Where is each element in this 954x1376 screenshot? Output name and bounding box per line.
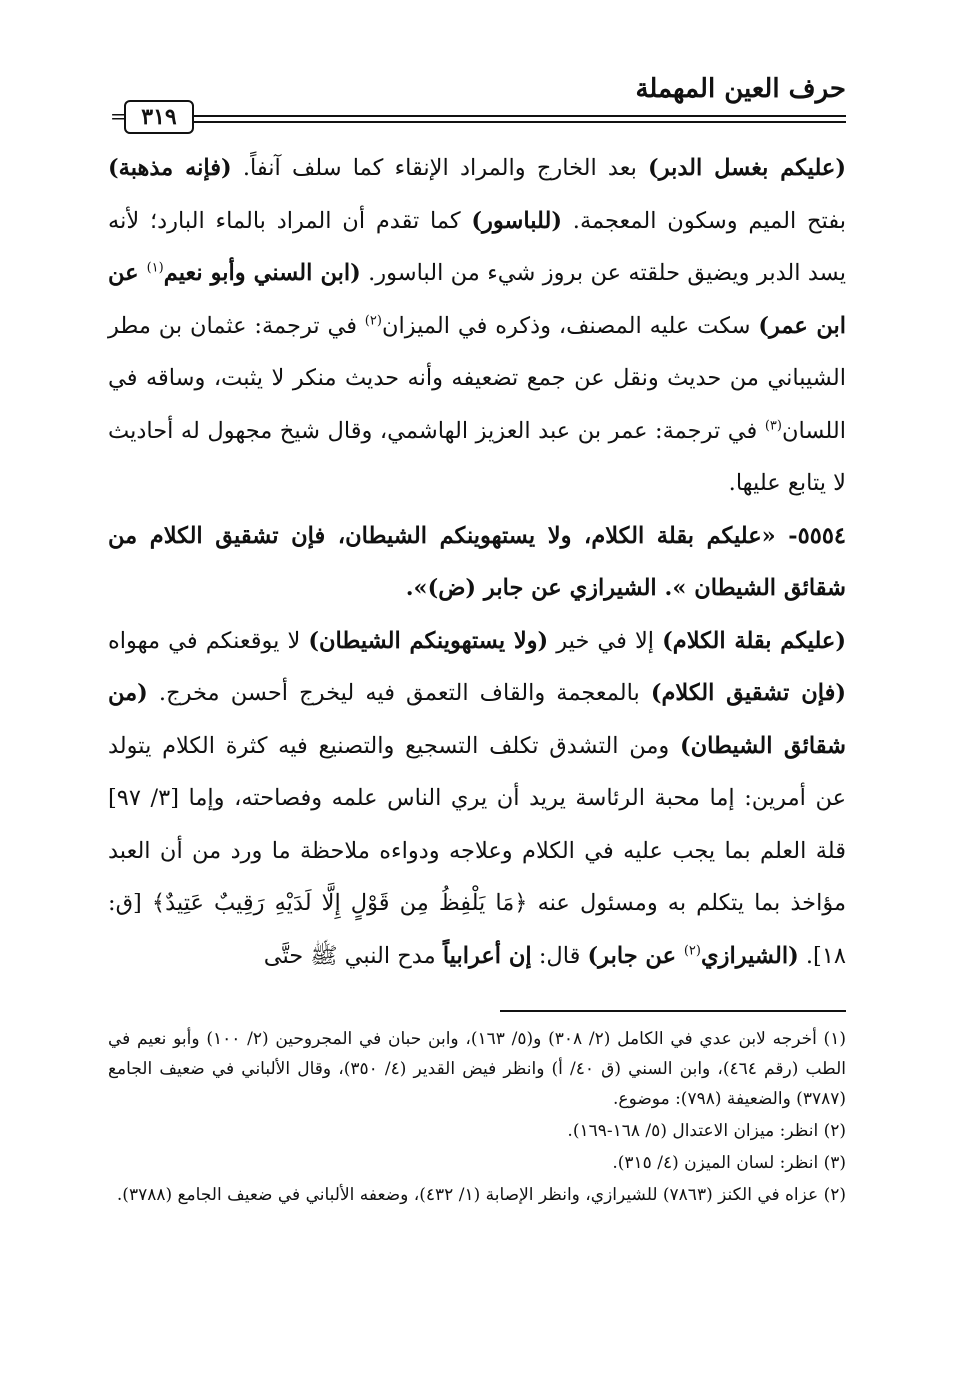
- footnote-ref: (٣): [764, 418, 782, 433]
- footnote-item: (١) أخرجه لابن عدي في الكامل (٢/ ٣٠٨) و(٥/ ١٦٣)، وابن حبان في المجروحين (٢/ ١٠٠) وأبو نعيم في الطب (رقم ٤٦٤)، وابن السني (ق ٤٠/ أ) وانظر فيض القدير (٤/ ٣٥٠)، وقال الألباني في ضعيف الجامع (٣٧٨٧) والضعيفة (٧٩٨): موضوع.: [108, 1029, 847, 1109]
- header-rule-bottom: [194, 121, 846, 123]
- footnote-item: (٣) انظر: لسان الميزن (٤/ ٣١٥).: [612, 1153, 846, 1173]
- chapter-title: حرف العين المهملة: [635, 74, 846, 104]
- quoted-text: (فإن تشقيق الكلام): [650, 680, 846, 706]
- footnote-ref: (٢): [364, 313, 382, 328]
- quoted-text: إن أعرابياً: [442, 942, 532, 969]
- quoted-text: (للباسور): [471, 207, 562, 234]
- commentary-text: بعد الخارج والمراد الإنقاء كما سلف آنفاً.: [231, 155, 649, 181]
- footnote-separator: [500, 1010, 846, 1012]
- main-text: [108, 142, 846, 982]
- commentary-text: في ترجمة: عثمان بن مطر الشيباني من حديث ونقل عن جمع تضعيفه وأنه حديث منكر لا يثبت، وساقه في اللسان: [108, 312, 846, 444]
- commentary-text: كما تقدم أن المراد بالماء البارد؛ لأنه يسد الدبر ويضيق حلقته عن بروز شيء من الباسور.: [108, 207, 846, 286]
- quoted-text: (من شقائق الشيطان): [108, 680, 846, 759]
- quoted-text: (ولا يستهوينكم الشيطان): [308, 627, 549, 654]
- commentary-text: بفتح الميم وسكون المعجمة.: [562, 207, 846, 234]
- footnote-ref: (١): [146, 260, 164, 276]
- footnote-item: (٢) عزاه في الكنز (٧٨٦٣) للشيرازي، وانظر الإصابة (١/ ٤٣٢)، وضعفه الألباني في ضعيف الجامع (٣٧٨٨).: [116, 1185, 846, 1205]
- commentary-text: ومن التشدق تكلف التسجيع والتصنيع فيه كثرة الكلام يتولد عن أمرين: إما محبة الرئاسة يريد أن يري الناس علمه وفصاحته، وإما [٣/ ٩٧] قلة العلم بما يجب عليه في الكلام وعلاجه ودواءه ملاحظة ما ورد من أن العبد مؤاخذ بما يتكلم به ومسئول عنه: [108, 732, 847, 916]
- quoted-text: (الشيرازي: [700, 942, 799, 969]
- commentary-text: لا يوقعنكم في مهواه: [108, 627, 309, 654]
- quoted-text: (فإنه مذهبة): [108, 155, 232, 181]
- page-header: [110, 60, 846, 130]
- quoted-text: (ابن السني وأبو نعيم: [163, 260, 361, 286]
- footnote-item: (٢) انظر: ميزان الاعتدال (٥/ ١٦٨-١٦٩).: [567, 1121, 846, 1141]
- commentary-text: بالمعجمة والقاف التعمق فيه ليخرج أحسن مخرج.: [147, 680, 651, 706]
- page-number: ٣١٩: [124, 100, 194, 134]
- header-ornament: =: [110, 104, 127, 128]
- hadith-text: ٥٥٥٤- «عليكم بقلة الكلام، ولا يستهوينكم الشيطان، فإن تشقيق الكلام من شقائق الشيطان ». الشيرازي عن جابر (ض)».: [108, 522, 846, 601]
- quoted-text: عن ابن عمر): [108, 260, 847, 339]
- quoted-text: (عليكم بقلة الكلام): [662, 627, 846, 654]
- commentary-text: إلا في خير: [548, 627, 663, 654]
- commentary-text: [ق: ١٨].: [108, 890, 846, 969]
- commentary-paragraph-1: [108, 142, 846, 510]
- commentary-text: مدح النبي ﷺ حتَّى: [263, 942, 443, 969]
- commentary-text: سكت عليه المصنف، وذكره في الميزان: [381, 312, 759, 339]
- commentary-text: في ترجمة: عمر بن عبد العزيز الهاشمي، وقال شيخ مجهول له أحاديث لا يتابع عليها.: [108, 417, 846, 496]
- hadith-entry: [108, 510, 846, 615]
- header-rule-top: [194, 115, 846, 117]
- commentary-paragraph-2: [108, 615, 846, 983]
- quoted-text: (عليكم بغسل الدبر): [648, 155, 846, 181]
- quran-verse: ﴿مَا يَلْفِظُ مِن قَوْلٍ إِلَّا لَدَيْهِ رَقِيبٌ عَتِيدٌ﴾: [151, 890, 528, 916]
- footnote-ref: (٢): [683, 943, 701, 958]
- commentary-text: قال:: [531, 942, 588, 969]
- quoted-text: عن جابر): [587, 942, 684, 969]
- footnotes: [108, 1024, 846, 1212]
